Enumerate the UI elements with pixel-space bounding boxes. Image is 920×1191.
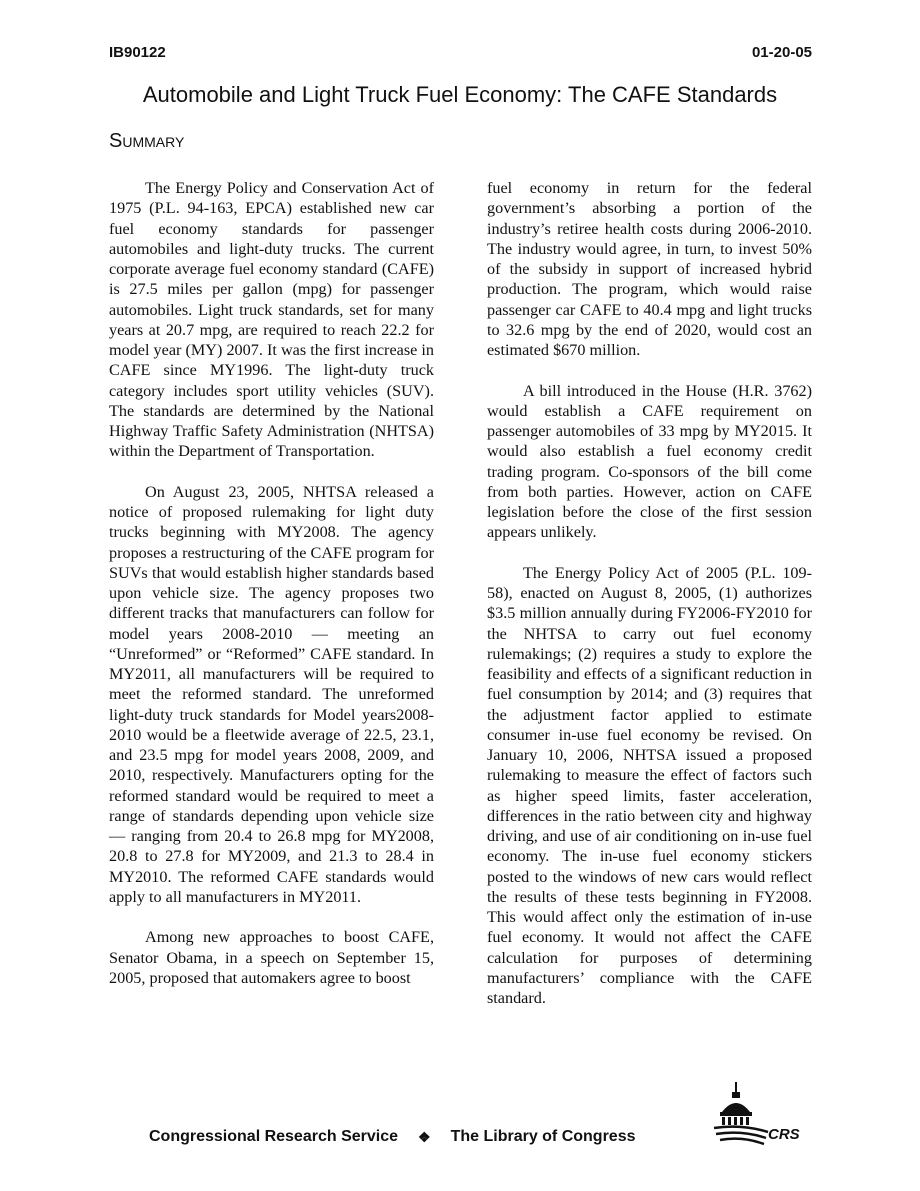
paragraph: fuel economy in return for the federal government’s absorbing a portion of the industry’s retiree health costs during 2006-2010. The industry would agree, in turn, to invest 50% of the subsidy in support of increased hybrid production. The program, which would raise passenger car CAFE to 40.4 mpg and light trucks to 32.6 mpg by the end of 2020, would cost an estimated $670 million. [487,179,812,359]
paragraph: The Energy Policy Act of 2005 (P.L. 109-58), enacted on August 8, 2005, (1) authorizes $3.5 million annually during FY2006-FY2010 for the NHTSA to carry out fuel economy rulemakings; (2) requires a study to explore the feasibility and effects of a significant reduction in fuel consumption by 2014; and (3) requires that the adjustment factor applied to estimate consumer in-use fuel economy be revised. On January 10, 2006, NHTSA issued a proposed rulemaking to measure the effect of factors such as higher speed limits, faster acceleration, differences in the ratio between city and highway driving, and use of air conditioning on in-use fuel economy. The in-use fuel economy stickers posted to the windows of new cars would reflect the results of these tests beginning in FY2008. This would affect only the estimation of in-use fuel economy. It would not affect the CAFE calculation for purposes of determining manufacturers’ compliance with the CAFE standard. [487,563,812,1007]
left-column [109,178,434,1008]
document-date: 01-20-05 [751,44,812,61]
paragraph: The Energy Policy and Conservation Act of 1975 (P.L. 94-163, EPCA) established new car fuel economy standards for passenger automobiles and light-duty trucks. The current corporate average fuel economy standard (CAFE) is 27.5 miles per gallon (mpg) for passenger automobiles. Light truck standards, set for many years at 20.7 mpg, are required to reach 22.2 for model year (MY) 2007. It was the first increase in CAFE since MY1996. The light-duty truck category includes sport utility vehicles (SUV). The standards are determined by the National Highway Traffic Safety Administration (NHTSA) within the Department of Transportation. [109,179,434,461]
right-column [487,178,812,1029]
footer-library-name: The Library of Congress [450,1128,636,1145]
page-footer [149,1128,636,1146]
footer-crs-name: Congressional Research Service [149,1128,399,1145]
crs-logo-text: CRS [768,1126,800,1143]
page-header [109,44,812,61]
section-heading: Summary [109,130,185,152]
paragraph: A bill introduced in the House (H.R. 3762) would establish a CAFE requirement on passenger automobiles of 33 mpg by MY2015. It would also establish a fuel economy credit trading program. Co-sponsors of the bill come from both parties. However, action on CAFE legislation before the close of the first session appears unlikely. [487,381,812,542]
document-id: IB90122 [109,44,166,61]
separator-icon: ❖ [418,1128,431,1145]
paragraph: On August 23, 2005, NHTSA released a notice of proposed rulemaking for light duty trucks beginning with MY2008. The agency proposes a restructuring of the CAFE program for SUVs that would establish higher standards based upon vehicle size. The agency proposes two different tracks that manufacturers can follow for model years 2008-2010 — meeting an “Unreformed” or “Reformed” CAFE standard. In MY2011, all manufacturers will be required to meet the reformed standard. The unreformed light-duty truck standards for Model years2008-2010 would be a fleetwide average of 22.5, 23.1, and 23.5 mpg for model years 2008, 2009, and 2010, respectively. Manufacturers opting for the reformed standard would be required to meet a range of standards depending upon vehicle size — ranging from 20.4 to 26.8 mpg for MY2008, 20.8 to 27.8 for MY2009, and 21.3 to 28.4 in MY2010. The reformed CAFE standards would apply to all manufacturers in MY2011. [109,482,434,906]
paragraph: Among new approaches to boost CAFE, Senator Obama, in a speech on September 15, 2005, proposed that automakers agree to boost [109,928,434,987]
document-title: Automobile and Light Truck Fuel Economy: The CAFE Standards [142,82,778,107]
